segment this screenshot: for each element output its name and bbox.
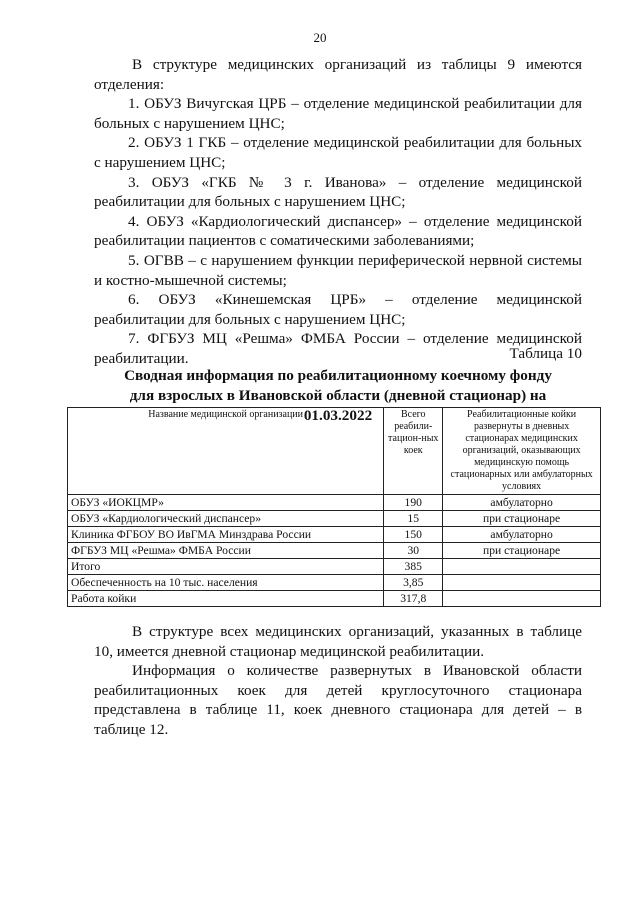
table-row	[68, 511, 601, 527]
beds-cell: 190	[384, 495, 443, 511]
org-name-cell: Клиника ФГБОУ ВО ИвГМА Минздрава России	[68, 527, 384, 543]
list-item: 7. ФГБУЗ МЦ «Решма» ФМБА России – отделение медицинской реабилитации.	[94, 330, 582, 367]
beds-cell: 3,85	[384, 575, 443, 591]
mode-cell	[443, 575, 601, 591]
list-item: 1. ОБУЗ Вичугская ЦРБ – отделение медицинской реабилитации для больных с нарушением ЦНС;	[94, 95, 582, 132]
table-title-line: для взрослых в Ивановской области (дневной стационар) на 01.03.2022	[129, 387, 547, 424]
table-row	[68, 575, 601, 591]
table-row	[68, 495, 601, 511]
outro-section	[94, 622, 582, 740]
beds-table	[67, 407, 601, 607]
org-name-cell: ОБУЗ «Кардиологический диспансер»	[68, 511, 384, 527]
mode-cell: при стационаре	[443, 543, 601, 559]
table-row	[68, 559, 601, 575]
list-item: 3. ОБУЗ «ГКБ № 3 г. Иванова» – отделение медицинской реабилитации для больных с нарушением ЦНС;	[94, 173, 582, 211]
list-item: 5. ОГВВ – с нарушением функции периферической нервной системы и костно-мышечной системы;	[94, 251, 582, 289]
org-name-cell: Обеспеченность на 10 тыс. населения	[68, 575, 384, 591]
list-item: 2. ОБУЗ 1 ГКБ – отделение медицинской реабилитации для больных с нарушением ЦНС;	[94, 134, 582, 171]
mode-cell: амбулаторно	[443, 495, 601, 511]
table-label: Таблица 10	[509, 345, 582, 362]
intro-paragraph: В структуре медицинских организаций из таблицы 9 имеются отделения:	[94, 56, 582, 93]
list-item: 6. ОБУЗ «Кинешемская ЦРБ» – отделение медицинской реабилитации для больных с нарушением ЦНС;	[94, 291, 582, 328]
mode-cell	[443, 591, 601, 607]
list-item: 4. ОБУЗ «Кардиологический диспансер» – отделение медицинской реабилитации пациентов с соматическими заболеваниями;	[94, 212, 582, 250]
header-total-beds: Всего реабили-тацион-ных коек	[384, 408, 443, 495]
beds-cell: 30	[384, 543, 443, 559]
intro-section	[94, 55, 582, 369]
beds-cell: 385	[384, 559, 443, 575]
outro-paragraph: Информация о количестве развернутых в Ивановской области реабилитационных коек для детей круглосуточного стационара представлена в таблице 11, коек дневного стационара для детей – в таблице 12.	[94, 662, 582, 738]
page-number: 20	[313, 30, 327, 45]
org-name-cell: Итого	[68, 559, 384, 575]
table-header-row	[68, 408, 601, 495]
org-name-cell: ОБУЗ «ИОКЦМР»	[68, 495, 384, 511]
mode-cell	[443, 559, 601, 575]
table-row	[68, 543, 601, 559]
outro-paragraph: В структуре всех медицинских организаций, указанных в таблице 10, имеется дневной стационар медицинской реабилитации.	[94, 623, 582, 660]
org-name-cell: ФГБУЗ МЦ «Решма» ФМБА России	[68, 543, 384, 559]
mode-cell: амбулаторно	[443, 527, 601, 543]
org-name-cell: Работа койки	[68, 591, 384, 607]
header-deployment: Реабилитационные койки развернуты в дневных стационарах медицинских организаций, оказывающих медицинскую помощь стационарных или амбулаторных условиях	[443, 408, 601, 495]
table-title-line: Сводная информация по реабилитационному коечному фонду	[124, 367, 552, 384]
beds-cell: 317,8	[384, 591, 443, 607]
beds-cell: 15	[384, 511, 443, 527]
table-row	[68, 527, 601, 543]
table-row	[68, 591, 601, 607]
mode-cell: при стационаре	[443, 511, 601, 527]
beds-cell: 150	[384, 527, 443, 543]
header-org-name: Название медицинской организации	[68, 408, 384, 495]
